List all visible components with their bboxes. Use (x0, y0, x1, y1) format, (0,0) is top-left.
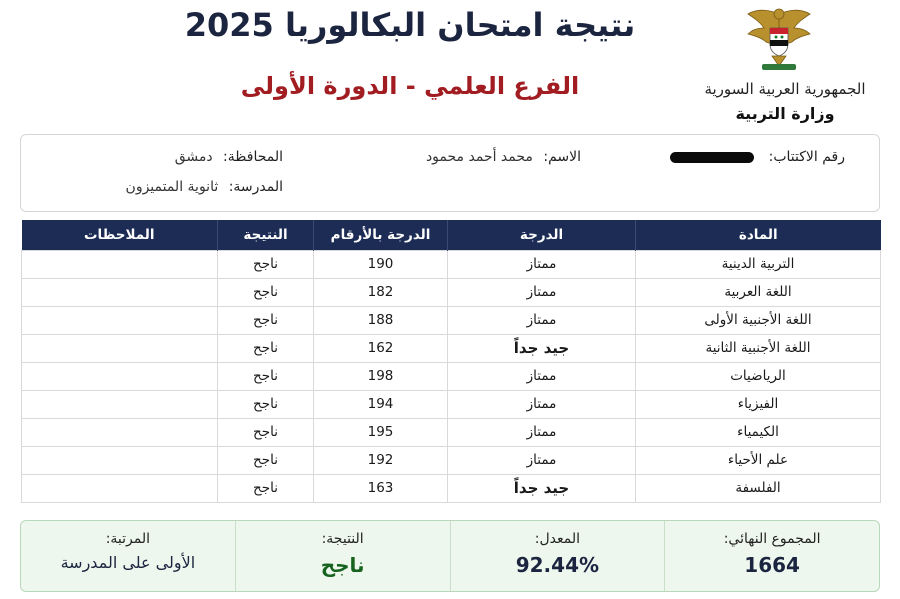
total-label: المجموع النهائي: (723, 531, 821, 547)
cell-result: ناجح (218, 278, 314, 306)
cell-grade: ممتاز (448, 418, 636, 446)
cell-result: ناجح (218, 418, 314, 446)
student-name: محمد أحمد محمود (425, 149, 533, 165)
cell-subject: اللغة الأجنبية الأولى (636, 306, 881, 334)
cell-notes (22, 334, 218, 362)
result-value: ناجح (320, 553, 365, 577)
cell-grade: ممتاز (448, 278, 636, 306)
exam-number-label: رقم الاكتتاب: (768, 149, 845, 165)
cell-result: ناجح (218, 362, 314, 390)
ministry-name: وزارة التربية (735, 104, 835, 123)
table-row (22, 306, 881, 334)
table-row (22, 474, 881, 502)
governorate-field (175, 149, 283, 165)
rank-label: المرتبة: (105, 531, 151, 547)
table-row (22, 446, 881, 474)
student-name-label: الاسم: (543, 149, 581, 165)
grades-table (21, 220, 881, 503)
student-name-field (426, 149, 581, 165)
cell-score: 198 (314, 362, 448, 390)
cell-notes (22, 418, 218, 446)
cell-notes (22, 306, 218, 334)
rank-value: الأولى على المدرسة (60, 553, 196, 572)
syrian-eagle-emblem-icon (742, 4, 816, 76)
table-header-row (22, 220, 881, 250)
cell-notes (22, 390, 218, 418)
school-label: المدرسة: (228, 179, 283, 195)
exam-number-field (670, 149, 845, 165)
student-info-box (20, 134, 880, 212)
cell-grade: ممتاز (448, 306, 636, 334)
cell-result: ناجح (218, 446, 314, 474)
school-field (126, 179, 283, 195)
header-grade: الدرجة (448, 220, 636, 250)
cell-score: 188 (314, 306, 448, 334)
cell-notes (22, 250, 218, 278)
cell-score: 190 (314, 250, 448, 278)
governorate-label: المحافظة: (223, 149, 283, 165)
summary-box (20, 520, 880, 592)
cell-subject: الفلسفة (636, 474, 881, 502)
table-row (22, 362, 881, 390)
header-subject: المادة (636, 220, 881, 250)
result-label: النتيجة: (321, 531, 364, 547)
cell-subject: اللغة العربية (636, 278, 881, 306)
summary-result (235, 521, 450, 591)
cell-notes (22, 278, 218, 306)
cell-grade: ممتاز (448, 362, 636, 390)
cell-subject: اللغة الأجنبية الثانية (636, 334, 881, 362)
cell-result: ناجح (218, 390, 314, 418)
cell-score: 163 (314, 474, 448, 502)
cell-grade: ممتاز (448, 390, 636, 418)
cell-score: 194 (314, 390, 448, 418)
table-row (22, 334, 881, 362)
summary-average (450, 521, 665, 591)
average-value: 92.44% (515, 553, 600, 577)
governorate-value: دمشق (174, 149, 213, 165)
header-notes: الملاحظات (22, 220, 218, 250)
cell-score: 192 (314, 446, 448, 474)
cell-result: ناجح (218, 474, 314, 502)
country-name: الجمهورية العربية السورية (704, 80, 866, 98)
cell-result: ناجح (218, 306, 314, 334)
cell-score: 162 (314, 334, 448, 362)
summary-rank (21, 521, 235, 591)
cell-subject: الفيزياء (636, 390, 881, 418)
cell-result: ناجح (218, 334, 314, 362)
table-row (22, 418, 881, 446)
cell-grade: جيد جداً (448, 474, 636, 502)
redacted-exam-number (670, 152, 754, 163)
average-label: المعدل: (534, 531, 580, 547)
cell-grade: ممتاز (448, 250, 636, 278)
cell-subject: الرياضيات (636, 362, 881, 390)
header-result: النتيجة (218, 220, 314, 250)
cell-score: 195 (314, 418, 448, 446)
cell-grade: جيد جداً (448, 334, 636, 362)
cell-notes (22, 446, 218, 474)
page-title: نتيجة امتحان البكالوريا 2025 (184, 6, 636, 44)
cell-result: ناجح (218, 250, 314, 278)
school-value: ثانوية المتميزون (125, 179, 219, 195)
page-subtitle: الفرع العلمي - الدورة الأولى (240, 72, 580, 100)
cell-notes (22, 362, 218, 390)
cell-grade: ممتاز (448, 446, 636, 474)
header-score: الدرجة بالأرقام (314, 220, 448, 250)
cell-subject: الكيمياء (636, 418, 881, 446)
cell-score: 182 (314, 278, 448, 306)
table-row (22, 390, 881, 418)
cell-notes (22, 474, 218, 502)
table-row (22, 278, 881, 306)
summary-total (664, 521, 879, 591)
total-value: 1664 (744, 553, 800, 577)
table-row (22, 250, 881, 278)
cell-subject: علم الأحياء (636, 446, 881, 474)
cell-subject: التربية الدينية (636, 250, 881, 278)
